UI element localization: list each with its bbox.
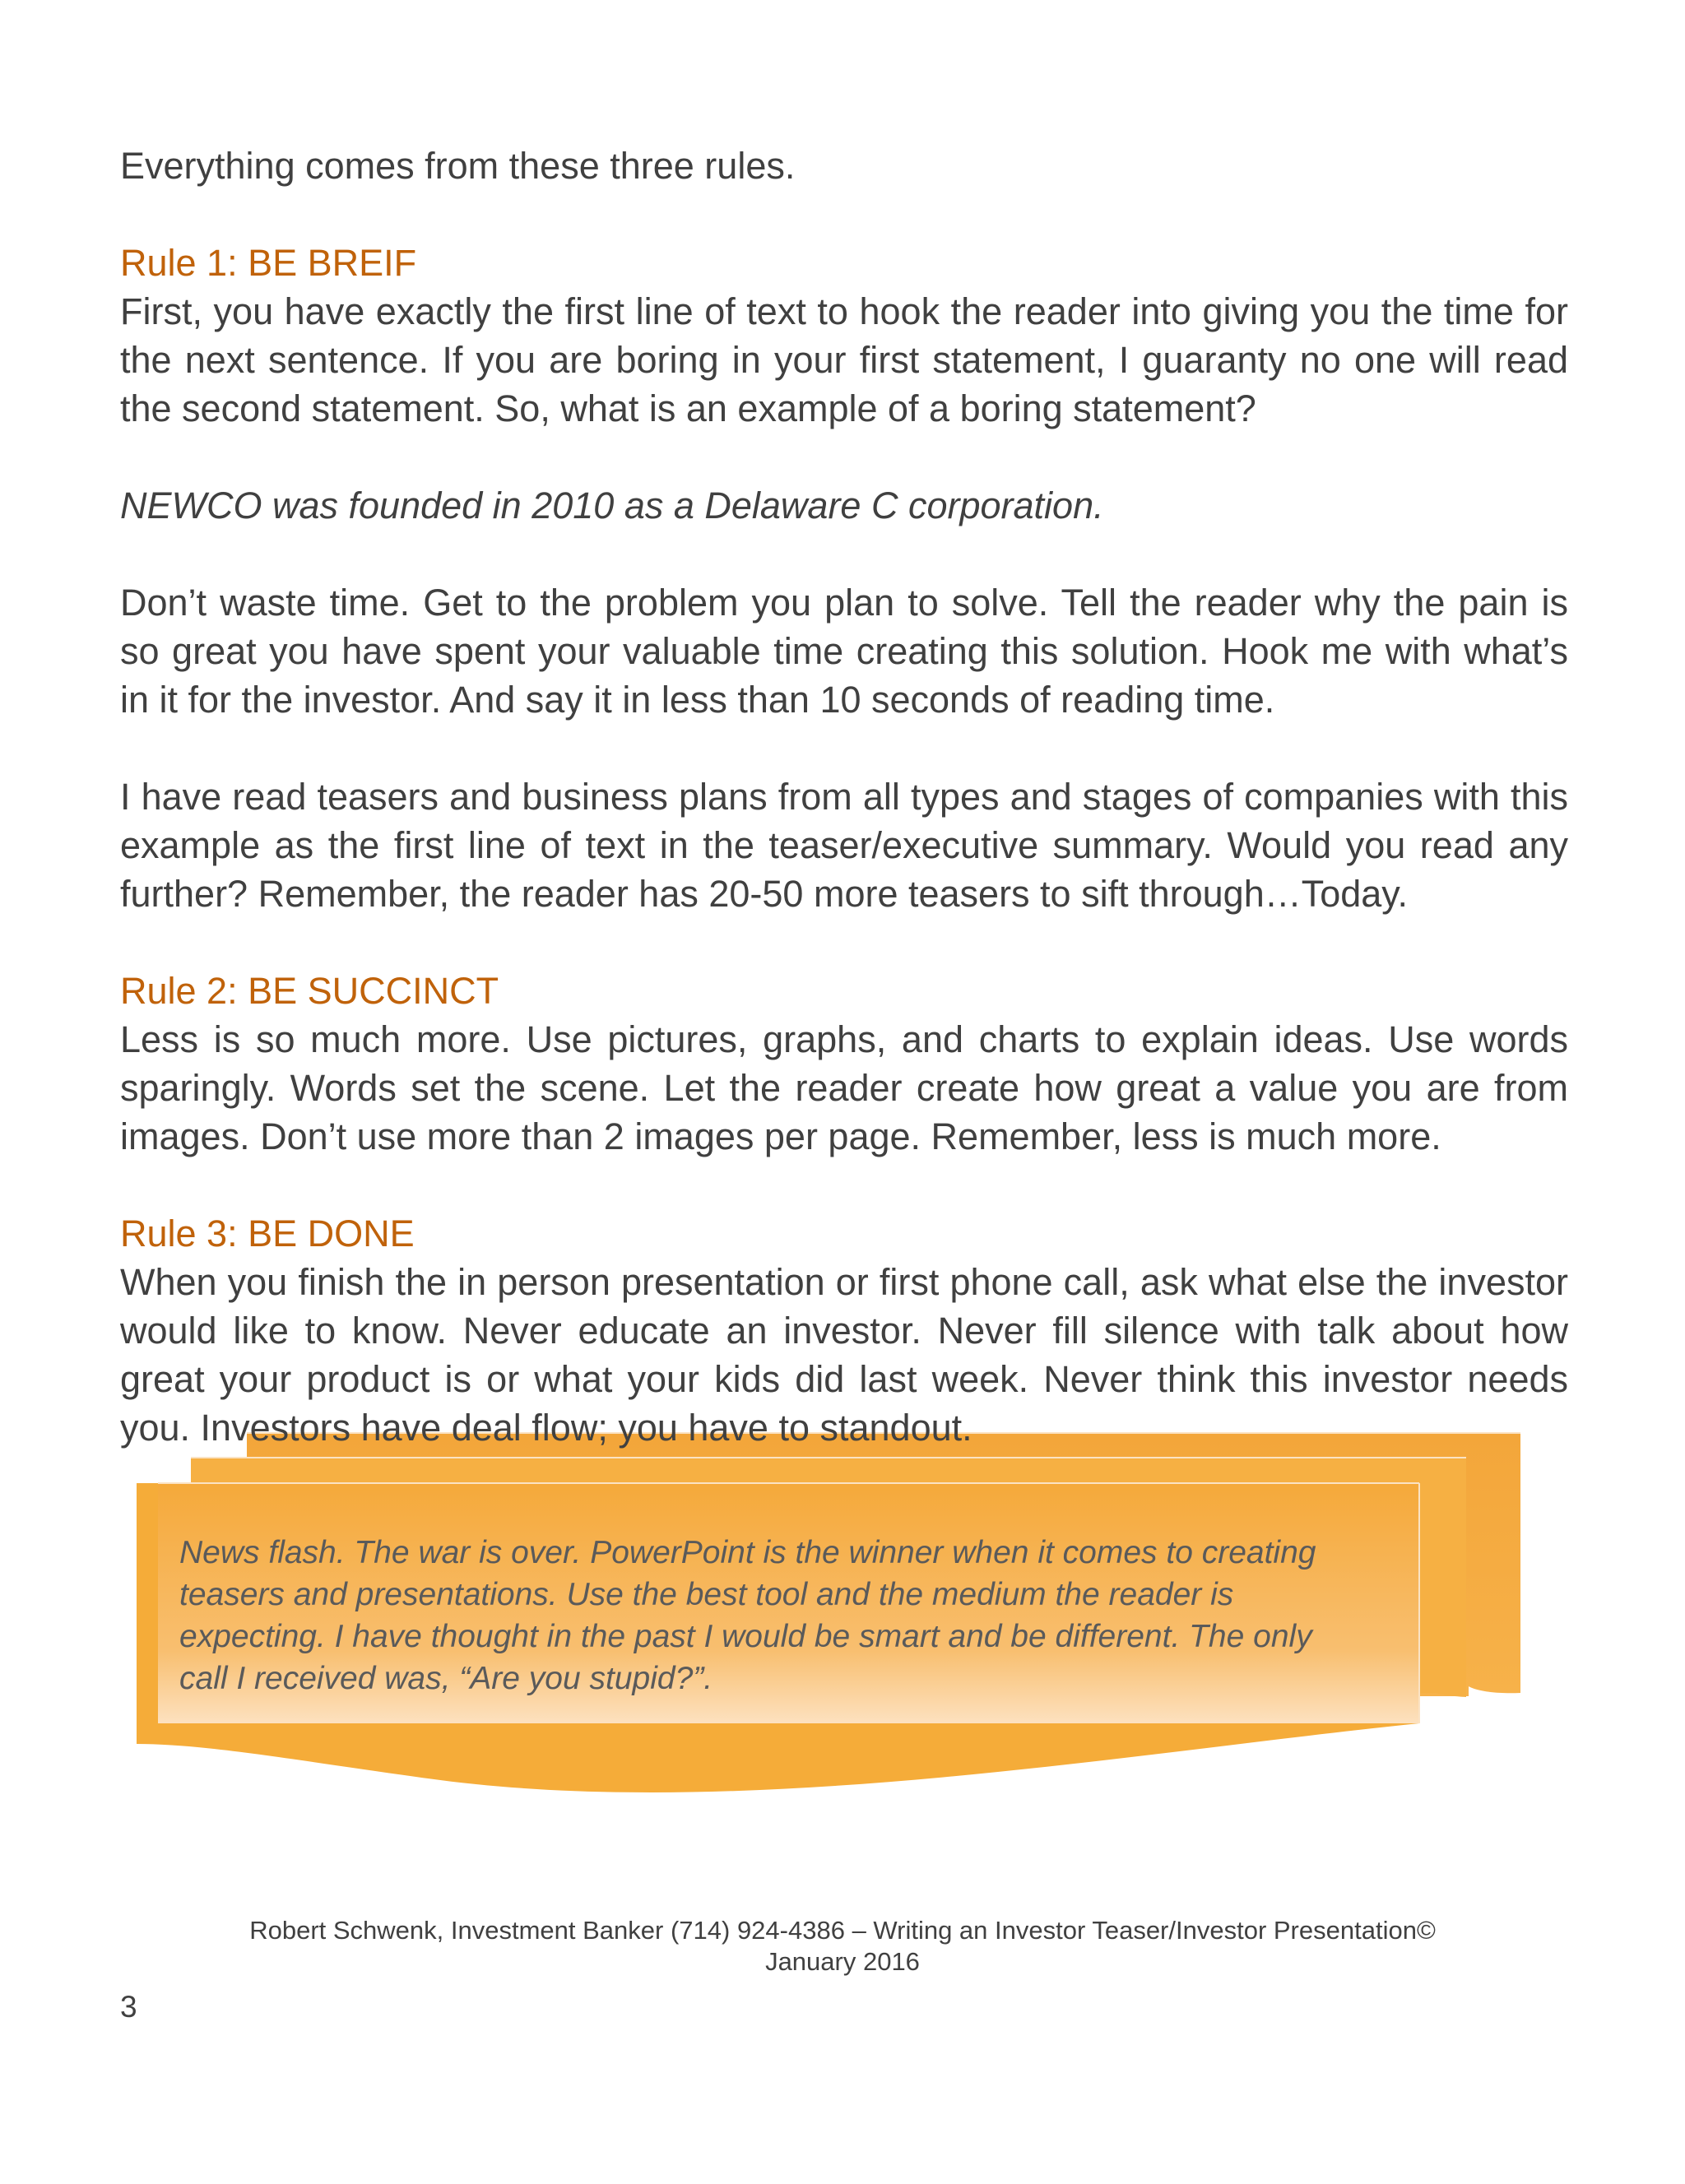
footer-line-2: January 2016 <box>765 1947 920 1976</box>
rule1-paragraph-3: I have read teasers and business plans from all types and stages of companies with this example as the first line of text in the teaser/executive summary. Would you read any further? Remember, the reader has 20-50 more teasers to sift through…Today. <box>120 776 1568 915</box>
rule1-title: Rule 1: BE BREIF <box>120 242 417 284</box>
rule1-paragraph-2: Don’t waste time. Get to the problem you plan to solve. Tell the reader why the pain is so great you have spent your valuable time creating this solution. Hook me with what’s in it for the investor. And say it in less than 10 seconds of reading time. <box>120 582 1568 721</box>
rule3-body: When you finish the in person presentation or first phone call, ask what else the investor would like to know. Never educate an investor. Never fill silence with talk about how great your product is or what your kids did last week. Never think this investor needs you. Investors have deal flow; you have to standout. <box>120 1261 1568 1449</box>
page-number: 3 <box>120 1990 137 2024</box>
rule2-title: Rule 2: BE SUCCINCT <box>120 970 499 1012</box>
rule1-body: First, you have exactly the first line of text to hook the reader into giving you the time for the next sentence. If you are boring in your first statement, I guaranty no one will read the second statement. So, what is an example of a boring statement? <box>120 290 1568 429</box>
rule2-body: Less is so much more. Use pictures, graphs, and charts to explain ideas. Use words sparingly. Words set the scene. Let the reader create how great a value you are from images. Don’t use more than 2 images per page. Remember, less is much more. <box>120 1018 1568 1157</box>
main-text <box>120 141 1568 1452</box>
rule1-example: NEWCO was founded in 2010 as a Delaware C corporation. <box>120 485 1104 526</box>
callout-text: News flash. The war is over. PowerPoint is the winner when it comes to creating teasers and presentations. Use the best tool and the medium the reader is expecting. I have thought in the past I would be smart and be different. The only call I received was, “Are you stupid?”. <box>179 1535 1316 1696</box>
intro-paragraph: Everything comes from these three rules. <box>120 145 796 187</box>
footer-line-1: Robert Schwenk, Investment Banker (714) 924-4386 – Writing an Investor Teaser/Investor Presentation© <box>249 1916 1436 1945</box>
rule3-title: Rule 3: BE DONE <box>120 1213 415 1254</box>
